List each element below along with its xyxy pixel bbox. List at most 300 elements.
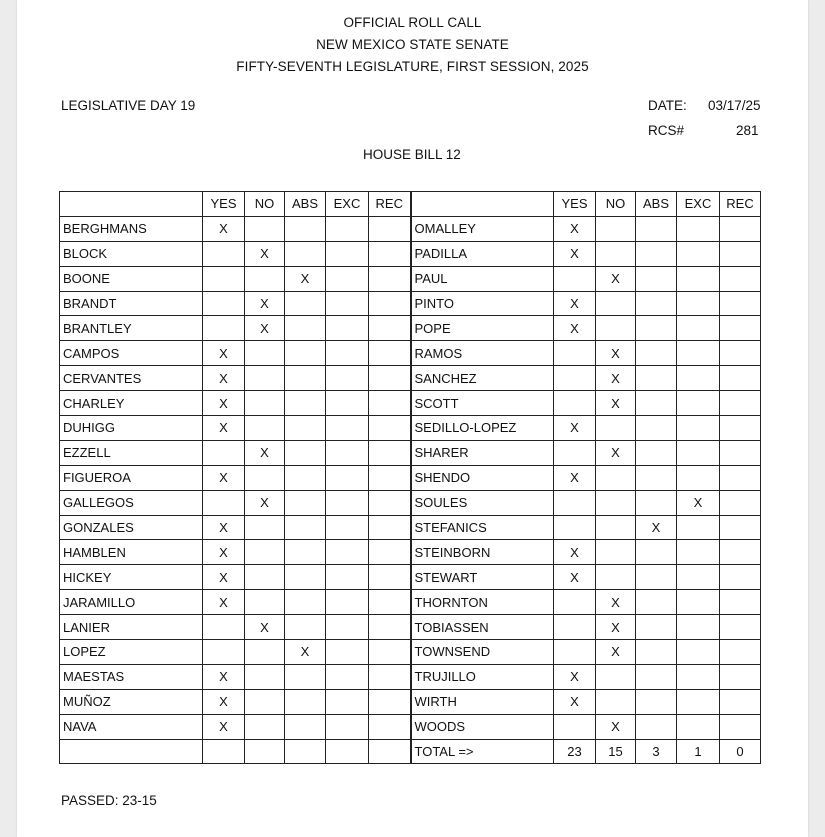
vote-cell-rec: [369, 316, 411, 341]
roll-call-table: [59, 191, 761, 764]
date-label: DATE:: [648, 98, 687, 113]
vote-cell-abs: [285, 216, 326, 241]
vote-cell-exc: [326, 440, 369, 465]
vote-cell-yes: X: [554, 216, 596, 241]
left-header-exc: EXC: [326, 192, 369, 217]
vote-cell-rec: [369, 391, 411, 416]
senator-name: SHARER: [411, 440, 554, 465]
senator-name: MUÑOZ: [60, 689, 203, 714]
vote-cell-exc: [326, 664, 369, 689]
senator-name: CAMPOS: [60, 341, 203, 366]
table-row: [60, 640, 761, 665]
vote-cell-abs: [285, 391, 326, 416]
table-row: [60, 216, 761, 241]
senator-name: LANIER: [60, 615, 203, 640]
vote-cell-rec: [369, 490, 411, 515]
vote-cell-exc: [677, 540, 720, 565]
senator-name: TOBIASSEN: [411, 615, 554, 640]
vote-cell-yes: X: [203, 416, 245, 441]
vote-cell-exc: [677, 216, 720, 241]
vote-cell-yes: X: [203, 565, 245, 590]
senator-name: BOONE: [60, 266, 203, 291]
vote-cell-exc: X: [677, 490, 720, 515]
vote-cell-abs: X: [285, 640, 326, 665]
vote-cell-rec: [369, 341, 411, 366]
vote-cell-abs: [285, 664, 326, 689]
vote-cell-abs: [636, 291, 677, 316]
vote-cell-yes: [203, 316, 245, 341]
vote-cell-rec: [720, 465, 761, 490]
vote-cell-exc: [677, 714, 720, 739]
vote-cell-exc: [326, 291, 369, 316]
vote-cell-no: X: [245, 615, 285, 640]
vote-cell-abs: [285, 739, 326, 764]
senator-name: DUHIGG: [60, 416, 203, 441]
date-value: 03/17/25: [708, 98, 761, 113]
vote-cell-yes: [203, 640, 245, 665]
table-row: [60, 615, 761, 640]
vote-cell-abs: [285, 490, 326, 515]
vote-cell-no: [245, 565, 285, 590]
vote-cell-abs: [285, 416, 326, 441]
senator-name: BRANDT: [60, 291, 203, 316]
vote-cell-abs: [285, 565, 326, 590]
vote-cell-yes: X: [554, 565, 596, 590]
vote-cell-no: [245, 664, 285, 689]
table-row: [60, 291, 761, 316]
left-name-header: [60, 192, 203, 217]
vote-cell-no: X: [596, 615, 636, 640]
table-row: [60, 341, 761, 366]
title-senate: NEW MEXICO STATE SENATE: [316, 37, 509, 52]
vote-cell-abs: [285, 590, 326, 615]
vote-cell-no: [596, 291, 636, 316]
vote-cell-no: X: [596, 266, 636, 291]
total-abs: 3: [636, 739, 677, 764]
rcs-value: 281: [736, 123, 759, 138]
vote-cell-no: [245, 416, 285, 441]
left-header-rec: REC: [369, 192, 411, 217]
vote-cell-abs: [636, 391, 677, 416]
vote-cell-exc: [677, 266, 720, 291]
vote-cell-abs: [636, 366, 677, 391]
vote-cell-yes: X: [203, 465, 245, 490]
right-header-exc: EXC: [677, 192, 720, 217]
vote-cell-exc: [677, 341, 720, 366]
vote-cell-no: [245, 540, 285, 565]
vote-cell-rec: [369, 241, 411, 266]
vote-cell-exc: [326, 416, 369, 441]
vote-cell-rec: [369, 515, 411, 540]
vote-cell-no: [596, 515, 636, 540]
senator-name: STEINBORN: [411, 540, 554, 565]
senator-name: NAVA: [60, 714, 203, 739]
vote-cell-exc: [677, 640, 720, 665]
vote-cell-rec: [369, 216, 411, 241]
passed-result: PASSED: 23-15: [61, 793, 157, 808]
vote-cell-abs: [285, 465, 326, 490]
senator-name: PINTO: [411, 291, 554, 316]
vote-cell-yes: X: [203, 540, 245, 565]
vote-cell-no: X: [596, 590, 636, 615]
vote-cell-rec: [369, 266, 411, 291]
vote-cell-no: [596, 689, 636, 714]
vote-cell-abs: [636, 465, 677, 490]
vote-cell-rec: [720, 391, 761, 416]
vote-cell-rec: [369, 590, 411, 615]
table-row: [60, 316, 761, 341]
vote-cell-rec: [720, 266, 761, 291]
vote-cell-yes: [554, 391, 596, 416]
vote-cell-abs: [636, 640, 677, 665]
vote-cell-exc: [326, 515, 369, 540]
vote-cell-no: [245, 689, 285, 714]
senator-name: HICKEY: [60, 565, 203, 590]
vote-cell-rec: [369, 739, 411, 764]
senator-name: TOWNSEND: [411, 640, 554, 665]
vote-cell-yes: X: [554, 540, 596, 565]
vote-cell-rec: [369, 615, 411, 640]
senator-name: BRANTLEY: [60, 316, 203, 341]
vote-cell-no: [596, 490, 636, 515]
vote-cell-no: X: [596, 440, 636, 465]
senator-name: JARAMILLO: [60, 590, 203, 615]
table-row: [60, 241, 761, 266]
vote-cell-yes: X: [203, 664, 245, 689]
title-official-roll-call: OFFICIAL ROLL CALL: [343, 15, 482, 30]
vote-cell-exc: [326, 266, 369, 291]
total-yes: 23: [554, 739, 596, 764]
vote-cell-exc: [677, 241, 720, 266]
senator-name: THORNTON: [411, 590, 554, 615]
senator-name: SCOTT: [411, 391, 554, 416]
vote-cell-no: [596, 316, 636, 341]
left-header-no: NO: [245, 192, 285, 217]
table-row: [60, 540, 761, 565]
vote-cell-yes: X: [203, 515, 245, 540]
roll-call-page: [17, 0, 808, 837]
vote-cell-exc: [326, 216, 369, 241]
vote-cell-no: [245, 266, 285, 291]
vote-cell-abs: [285, 291, 326, 316]
roll-call-table-body: [60, 192, 761, 764]
vote-cell-rec: [720, 590, 761, 615]
vote-cell-rec: [720, 490, 761, 515]
vote-cell-no: X: [245, 316, 285, 341]
vote-cell-rec: [369, 640, 411, 665]
vote-cell-exc: [326, 640, 369, 665]
senator-name: LOPEZ: [60, 640, 203, 665]
vote-cell-exc: [677, 416, 720, 441]
vote-cell-abs: [636, 664, 677, 689]
right-header-abs: ABS: [636, 192, 677, 217]
vote-cell-yes: X: [554, 291, 596, 316]
vote-cell-exc: [326, 689, 369, 714]
vote-cell-abs: X: [636, 515, 677, 540]
vote-cell-no: X: [596, 366, 636, 391]
table-row: [60, 714, 761, 739]
vote-cell-rec: [369, 664, 411, 689]
senator-name: STEWART: [411, 565, 554, 590]
vote-cell-yes: [554, 440, 596, 465]
vote-cell-no: X: [245, 241, 285, 266]
vote-cell-yes: [203, 266, 245, 291]
vote-cell-exc: [326, 341, 369, 366]
senator-name: GALLEGOS: [60, 490, 203, 515]
vote-cell-no: [245, 714, 285, 739]
right-header-yes: YES: [554, 192, 596, 217]
vote-cell-rec: [720, 440, 761, 465]
vote-cell-abs: [636, 689, 677, 714]
vote-cell-abs: [285, 440, 326, 465]
vote-cell-no: [596, 565, 636, 590]
vote-cell-rec: [720, 640, 761, 665]
vote-cell-rec: [720, 216, 761, 241]
table-row: [60, 490, 761, 515]
vote-cell-yes: [554, 714, 596, 739]
vote-cell-yes: X: [554, 465, 596, 490]
senator-name: BLOCK: [60, 241, 203, 266]
vote-cell-no: X: [596, 341, 636, 366]
vote-cell-yes: X: [203, 714, 245, 739]
vote-cell-abs: [636, 714, 677, 739]
vote-cell-no: X: [245, 291, 285, 316]
vote-cell-exc: [677, 366, 720, 391]
vote-cell-yes: X: [203, 216, 245, 241]
table-row: [60, 664, 761, 689]
vote-cell-rec: [720, 316, 761, 341]
vote-cell-exc: [326, 714, 369, 739]
left-header-abs: ABS: [285, 192, 326, 217]
table-row: [60, 515, 761, 540]
vote-cell-no: [245, 341, 285, 366]
vote-cell-no: [245, 590, 285, 615]
table-row: [60, 366, 761, 391]
vote-cell-rec: [369, 540, 411, 565]
vote-cell-rec: [720, 615, 761, 640]
vote-cell-yes: X: [203, 366, 245, 391]
vote-cell-rec: [369, 689, 411, 714]
senator-name: SHENDO: [411, 465, 554, 490]
table-row: [60, 266, 761, 291]
vote-cell-abs: [636, 540, 677, 565]
vote-cell-abs: [636, 490, 677, 515]
vote-cell-abs: X: [285, 266, 326, 291]
table-header-row: [60, 192, 761, 217]
vote-cell-abs: [636, 615, 677, 640]
vote-cell-rec: [369, 565, 411, 590]
vote-cell-yes: X: [554, 689, 596, 714]
vote-cell-abs: [636, 590, 677, 615]
vote-cell-rec: [720, 540, 761, 565]
vote-cell-exc: [326, 615, 369, 640]
rcs-label: RCS#: [648, 123, 685, 138]
vote-cell-yes: X: [554, 241, 596, 266]
vote-cell-yes: X: [203, 590, 245, 615]
senator-name: CHARLEY: [60, 391, 203, 416]
vote-cell-yes: [554, 640, 596, 665]
vote-cell-rec: [720, 565, 761, 590]
total-exc: 1: [677, 739, 720, 764]
vote-cell-rec: [369, 416, 411, 441]
right-name-header: [411, 192, 554, 217]
total-label: TOTAL =>: [411, 739, 554, 764]
table-row: [60, 416, 761, 441]
vote-cell-no: [245, 391, 285, 416]
vote-cell-no: [245, 366, 285, 391]
vote-cell-yes: [554, 490, 596, 515]
vote-cell-exc: [326, 739, 369, 764]
vote-cell-exc: [677, 291, 720, 316]
vote-cell-yes: [203, 291, 245, 316]
table-row: [60, 565, 761, 590]
vote-cell-rec: [720, 714, 761, 739]
table-row: [60, 391, 761, 416]
vote-cell-abs: [636, 416, 677, 441]
vote-cell-abs: [285, 515, 326, 540]
vote-cell-abs: [285, 540, 326, 565]
senator-name: FIGUEROA: [60, 465, 203, 490]
vote-cell-exc: [677, 590, 720, 615]
vote-cell-abs: [636, 565, 677, 590]
senator-name: BERGHMANS: [60, 216, 203, 241]
vote-cell-no: [596, 216, 636, 241]
vote-cell-no: [245, 739, 285, 764]
vote-cell-abs: [636, 341, 677, 366]
vote-cell-yes: [554, 615, 596, 640]
vote-cell-yes: [203, 490, 245, 515]
senator-name: HAMBLEN: [60, 540, 203, 565]
senator-name: PAUL: [411, 266, 554, 291]
vote-cell-yes: X: [554, 316, 596, 341]
table-row: [60, 590, 761, 615]
vote-cell-exc: [326, 590, 369, 615]
vote-cell-abs: [285, 366, 326, 391]
vote-cell-yes: [554, 341, 596, 366]
vote-cell-rec: [720, 515, 761, 540]
vote-cell-abs: [636, 316, 677, 341]
vote-cell-no: X: [245, 440, 285, 465]
vote-cell-yes: X: [203, 391, 245, 416]
vote-cell-yes: [554, 515, 596, 540]
vote-cell-no: [245, 465, 285, 490]
vote-cell-yes: [203, 241, 245, 266]
vote-cell-no: [245, 216, 285, 241]
vote-cell-exc: [326, 540, 369, 565]
senator-name: SANCHEZ: [411, 366, 554, 391]
vote-cell-yes: [203, 615, 245, 640]
vote-cell-no: [596, 664, 636, 689]
vote-cell-abs: [285, 615, 326, 640]
vote-cell-rec: [369, 366, 411, 391]
senator-name: TRUJILLO: [411, 664, 554, 689]
vote-cell-exc: [677, 391, 720, 416]
vote-cell-rec: [369, 714, 411, 739]
vote-cell-exc: [677, 689, 720, 714]
senator-name: SEDILLO-LOPEZ: [411, 416, 554, 441]
vote-cell-no: [596, 416, 636, 441]
vote-cell-no: [245, 640, 285, 665]
vote-cell-yes: [554, 366, 596, 391]
senator-name: WIRTH: [411, 689, 554, 714]
vote-cell-no: [596, 465, 636, 490]
vote-cell-rec: [720, 664, 761, 689]
vote-cell-exc: [326, 241, 369, 266]
vote-cell-no: X: [596, 640, 636, 665]
vote-cell-exc: [677, 615, 720, 640]
vote-cell-exc: [677, 515, 720, 540]
vote-cell-abs: [285, 714, 326, 739]
totals-row: [60, 739, 761, 764]
vote-cell-no: X: [245, 490, 285, 515]
vote-cell-exc: [326, 465, 369, 490]
vote-cell-yes: X: [554, 664, 596, 689]
vote-cell-no: [245, 515, 285, 540]
vote-cell-rec: [369, 440, 411, 465]
senator-name: POPE: [411, 316, 554, 341]
senator-name: WOODS: [411, 714, 554, 739]
vote-cell-yes: X: [203, 689, 245, 714]
vote-cell-rec: [720, 241, 761, 266]
vote-cell-no: [596, 241, 636, 266]
vote-cell-no: X: [596, 391, 636, 416]
vote-cell-abs: [636, 440, 677, 465]
senator-name: RAMOS: [411, 341, 554, 366]
vote-cell-exc: [326, 366, 369, 391]
legislative-day: LEGISLATIVE DAY 19: [61, 98, 196, 113]
vote-cell-exc: [326, 391, 369, 416]
vote-cell-rec: [720, 416, 761, 441]
senator-name: PADILLA: [411, 241, 554, 266]
bill-title: HOUSE BILL 12: [363, 147, 461, 162]
vote-cell-abs: [636, 241, 677, 266]
senator-name: CERVANTES: [60, 366, 203, 391]
vote-cell-exc: [677, 440, 720, 465]
total-rec: 0: [720, 739, 761, 764]
senator-name: OMALLEY: [411, 216, 554, 241]
senator-name: STEFANICS: [411, 515, 554, 540]
vote-cell-rec: [720, 366, 761, 391]
senator-name: SOULES: [411, 490, 554, 515]
vote-cell-no: [596, 540, 636, 565]
vote-cell-yes: [554, 590, 596, 615]
total-no: 15: [596, 739, 636, 764]
vote-cell-exc: [677, 465, 720, 490]
senator-name: GONZALES: [60, 515, 203, 540]
vote-cell-rec: [369, 465, 411, 490]
vote-cell-exc: [677, 664, 720, 689]
right-header-no: NO: [596, 192, 636, 217]
vote-cell-no: X: [596, 714, 636, 739]
vote-cell-exc: [326, 316, 369, 341]
right-header-rec: REC: [720, 192, 761, 217]
vote-cell-rec: [369, 291, 411, 316]
table-row: [60, 465, 761, 490]
vote-cell-exc: [677, 565, 720, 590]
vote-cell-yes: X: [554, 416, 596, 441]
senator-name: MAESTAS: [60, 664, 203, 689]
vote-cell-abs: [285, 341, 326, 366]
vote-cell-abs: [285, 689, 326, 714]
vote-cell-rec: [720, 291, 761, 316]
vote-cell-rec: [720, 689, 761, 714]
vote-cell-exc: [677, 316, 720, 341]
vote-cell-rec: [720, 341, 761, 366]
vote-cell-yes: [203, 440, 245, 465]
left-header-yes: YES: [203, 192, 245, 217]
vote-cell-exc: [326, 565, 369, 590]
senator-name: EZZELL: [60, 440, 203, 465]
